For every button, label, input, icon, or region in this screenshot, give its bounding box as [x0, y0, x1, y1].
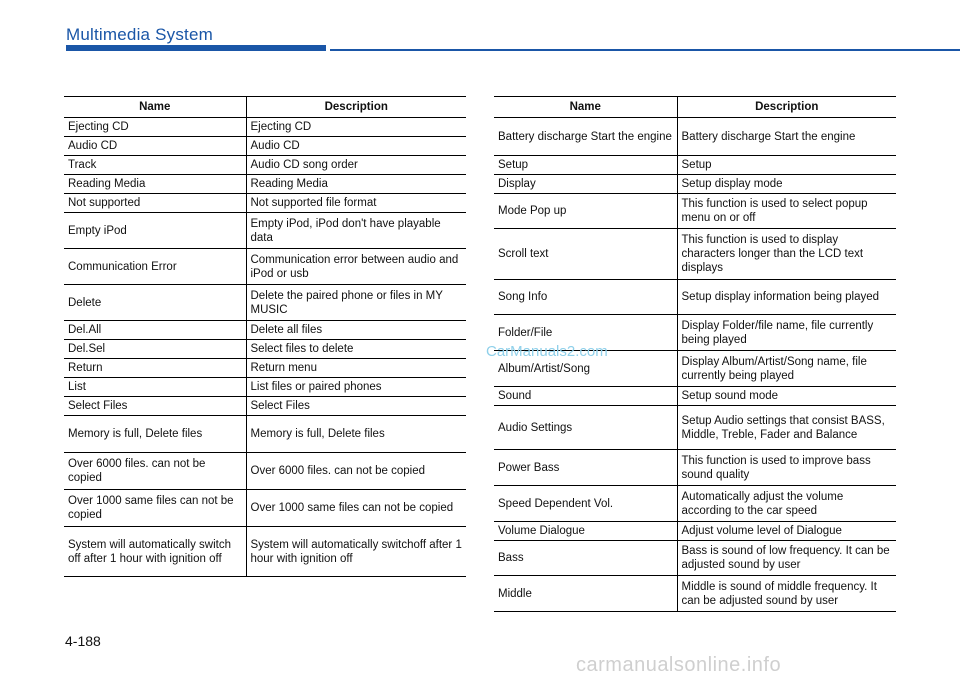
- description-cell: Automatically adjust the volume according to the car speed: [677, 486, 896, 522]
- description-cell: Middle is sound of middle frequency. It can be adjusted sound by user: [677, 576, 896, 612]
- table-row: [64, 453, 466, 490]
- name-cell: Setup: [494, 156, 677, 175]
- description-cell: Display Folder/file name, file currently being played: [677, 315, 896, 351]
- name-cell: System will automatically switch off after 1 hour with ignition off: [64, 527, 246, 577]
- table-row: [494, 450, 896, 486]
- name-cell: Middle: [494, 576, 677, 612]
- name-cell: List: [64, 378, 246, 397]
- table-row: [64, 321, 466, 340]
- description-cell: Communication error between audio and iPod or usb: [246, 249, 466, 285]
- table-row: [494, 522, 896, 541]
- name-cell: Volume Dialogue: [494, 522, 677, 541]
- description-cell: Delete all files: [246, 321, 466, 340]
- name-cell: Over 1000 same files can not be copied: [64, 490, 246, 527]
- name-cell: Sound: [494, 387, 677, 406]
- description-cell: This function is used to display characters longer than the LCD text displays: [677, 229, 896, 280]
- table-row: [64, 416, 466, 453]
- name-cell: Del.All: [64, 321, 246, 340]
- name-cell: Return: [64, 359, 246, 378]
- table-row: [64, 137, 466, 156]
- column-header-description: Description: [677, 97, 896, 118]
- description-cell: Setup display information being played: [677, 280, 896, 315]
- table-row: [494, 156, 896, 175]
- column-header-description: Description: [246, 97, 466, 118]
- name-cell: Album/Artist/Song: [494, 351, 677, 387]
- name-cell: Delete: [64, 285, 246, 321]
- name-cell: Del.Sel: [64, 340, 246, 359]
- table-row: [64, 359, 466, 378]
- name-cell: Ejecting CD: [64, 118, 246, 137]
- name-cell: Speed Dependent Vol.: [494, 486, 677, 522]
- description-cell: Over 6000 files. can not be copied: [246, 453, 466, 490]
- description-cell: Setup sound mode: [677, 387, 896, 406]
- header-rule-thick: [66, 45, 326, 51]
- description-cell: Battery discharge Start the engine: [677, 118, 896, 156]
- name-cell: Song Info: [494, 280, 677, 315]
- table-row: [494, 175, 896, 194]
- table-row: [494, 387, 896, 406]
- column-header-name: Name: [64, 97, 246, 118]
- description-cell: Bass is sound of low frequency. It can be adjusted sound by user: [677, 541, 896, 576]
- column-header-name: Name: [494, 97, 677, 118]
- table-row: [494, 541, 896, 576]
- description-cell: Over 1000 same files can not be copied: [246, 490, 466, 527]
- description-cell: Setup: [677, 156, 896, 175]
- description-cell: Empty iPod, iPod don't have playable data: [246, 213, 466, 249]
- table-row: [494, 194, 896, 229]
- table-row: [494, 576, 896, 612]
- name-cell: Over 6000 files. can not be copied: [64, 453, 246, 490]
- table-row: [64, 397, 466, 416]
- table-row: [494, 406, 896, 450]
- right-table-body: [494, 118, 896, 612]
- description-cell: Return menu: [246, 359, 466, 378]
- table-row: [494, 486, 896, 522]
- name-cell: Communication Error: [64, 249, 246, 285]
- name-cell: Track: [64, 156, 246, 175]
- page-number: 4-188: [65, 633, 101, 649]
- description-cell: Reading Media: [246, 175, 466, 194]
- name-cell: Mode Pop up: [494, 194, 677, 229]
- table-header-row: [64, 97, 466, 118]
- name-cell: Battery discharge Start the engine: [494, 118, 677, 156]
- description-cell: Setup Audio settings that consist BASS, Middle, Treble, Fader and Balance: [677, 406, 896, 450]
- name-cell: Folder/File: [494, 315, 677, 351]
- table-row: [64, 527, 466, 577]
- description-cell: This function is used to improve bass sound quality: [677, 450, 896, 486]
- table-row: [64, 490, 466, 527]
- left-table: [64, 96, 466, 577]
- description-cell: System will automatically switchoff after 1 hour with ignition off: [246, 527, 466, 577]
- description-cell: Audio CD song order: [246, 156, 466, 175]
- table-row: [64, 378, 466, 397]
- table-row: [64, 340, 466, 359]
- description-cell: Select files to delete: [246, 340, 466, 359]
- table-row: [64, 194, 466, 213]
- table-row: [64, 285, 466, 321]
- name-cell: Scroll text: [494, 229, 677, 280]
- description-cell: Delete the paired phone or files in MY MUSIC: [246, 285, 466, 321]
- description-cell: Not supported file format: [246, 194, 466, 213]
- description-cell: This function is used to select popup menu on or off: [677, 194, 896, 229]
- table-row: [494, 229, 896, 280]
- name-cell: Audio CD: [64, 137, 246, 156]
- section-title: Multimedia System: [66, 25, 213, 44]
- table-row: [494, 118, 896, 156]
- footer-watermark: carmanualsonline.info: [576, 654, 782, 676]
- header-rule-thin: [330, 49, 960, 51]
- name-cell: Select Files: [64, 397, 246, 416]
- description-cell: Memory is full, Delete files: [246, 416, 466, 453]
- name-cell: Audio Settings: [494, 406, 677, 450]
- description-cell: Select Files: [246, 397, 466, 416]
- name-cell: Not supported: [64, 194, 246, 213]
- table-row: [494, 280, 896, 315]
- name-cell: Power Bass: [494, 450, 677, 486]
- description-cell: List files or paired phones: [246, 378, 466, 397]
- table-row: [64, 249, 466, 285]
- description-cell: Ejecting CD: [246, 118, 466, 137]
- name-cell: Reading Media: [64, 175, 246, 194]
- name-cell: Empty iPod: [64, 213, 246, 249]
- name-cell: Memory is full, Delete files: [64, 416, 246, 453]
- name-cell: Bass: [494, 541, 677, 576]
- table-header-row: [494, 97, 896, 118]
- description-cell: Display Album/Artist/Song name, file currently being played: [677, 351, 896, 387]
- table-row: [64, 156, 466, 175]
- watermark: CarManuals2.com: [486, 343, 608, 360]
- name-cell: Display: [494, 175, 677, 194]
- table-row: [64, 175, 466, 194]
- description-cell: Setup display mode: [677, 175, 896, 194]
- left-table-body: [64, 118, 466, 577]
- table-row: [64, 118, 466, 137]
- description-cell: Adjust volume level of Dialogue: [677, 522, 896, 541]
- description-cell: Audio CD: [246, 137, 466, 156]
- table-row: [64, 213, 466, 249]
